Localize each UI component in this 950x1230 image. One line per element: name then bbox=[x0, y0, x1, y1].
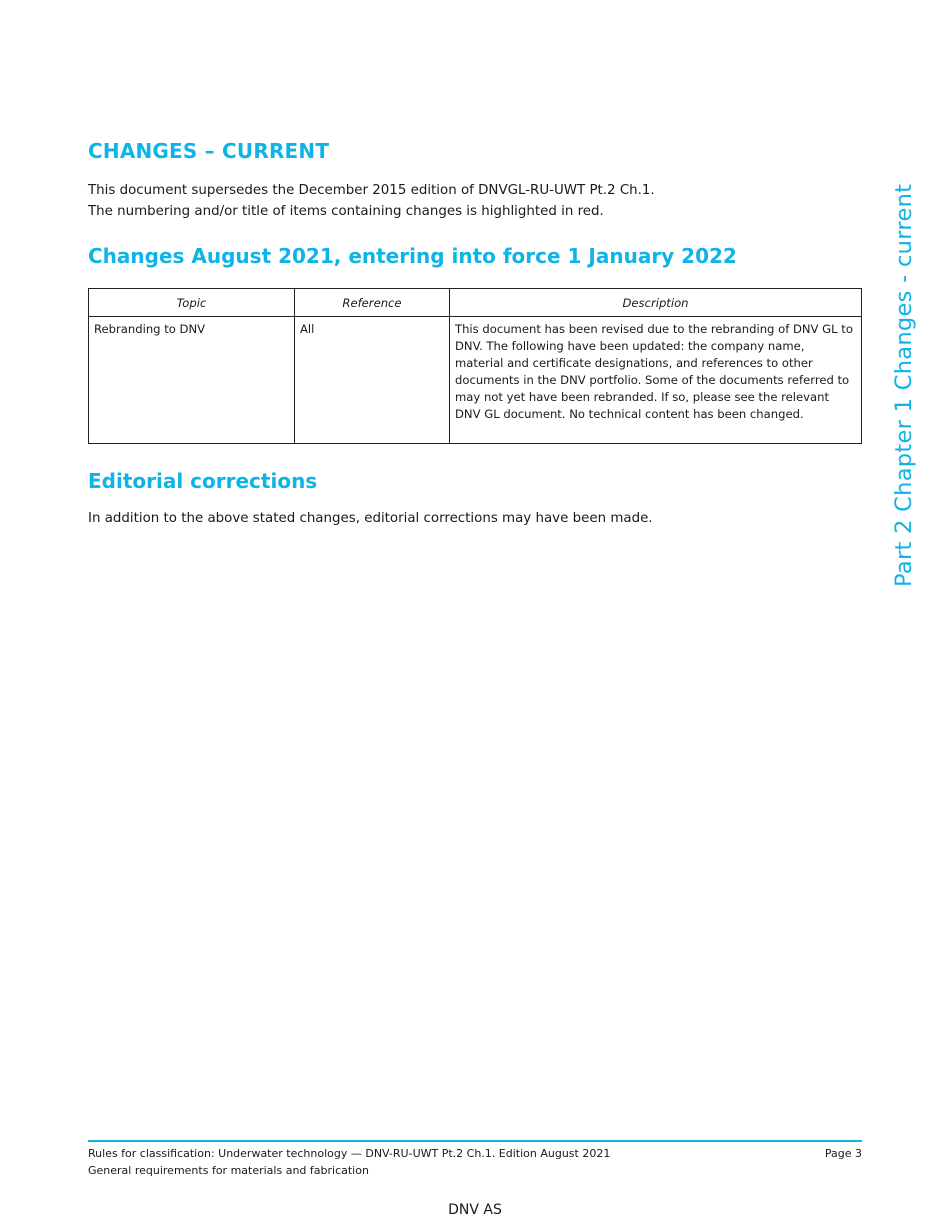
table-header-row bbox=[89, 289, 862, 317]
editorial-heading: Editorial corrections bbox=[88, 469, 318, 493]
cell-topic: Rebranding to DNV bbox=[89, 317, 295, 444]
column-header-description: Description bbox=[450, 289, 862, 317]
page-number: Page 3 bbox=[824, 1147, 862, 1160]
changes-table bbox=[88, 288, 862, 444]
side-chapter-label: Part 2 Chapter 1 Changes - current bbox=[891, 183, 917, 587]
page-title: CHANGES – CURRENT bbox=[88, 139, 330, 163]
table-row bbox=[89, 317, 862, 444]
intro-text bbox=[88, 180, 655, 222]
intro-line-1: This document supersedes the December 2015 edition of DNVGL-RU-UWT Pt.2 Ch.1. bbox=[88, 183, 655, 198]
footer-document-title: Rules for classification: Underwater technology — DNV-RU-UWT Pt.2 Ch.1. Edition August 2021 bbox=[88, 1147, 611, 1160]
cell-description: This document has been revised due to the rebranding of DNV GL to DNV. The following have been updated: the company name, material and certificate designations, and references to other documents in the DNV portfolio. Some of the documents referred to may not yet have been rebranded. If so, please see the relevant DNV GL document. No technical content has been changed. bbox=[450, 317, 862, 444]
publisher-name: DNV AS bbox=[448, 1202, 502, 1218]
editorial-text: In addition to the above stated changes, editorial corrections may have been made. bbox=[88, 511, 653, 526]
column-header-reference: Reference bbox=[295, 289, 450, 317]
changes-heading: Changes August 2021, entering into force 1 January 2022 bbox=[88, 244, 737, 268]
cell-reference: All bbox=[295, 317, 450, 444]
column-header-topic: Topic bbox=[89, 289, 295, 317]
intro-line-2: The numbering and/or title of items containing changes is highlighted in red. bbox=[88, 204, 604, 219]
footer-document-subtitle: General requirements for materials and fabrication bbox=[88, 1164, 369, 1177]
footer-divider bbox=[88, 1140, 862, 1142]
